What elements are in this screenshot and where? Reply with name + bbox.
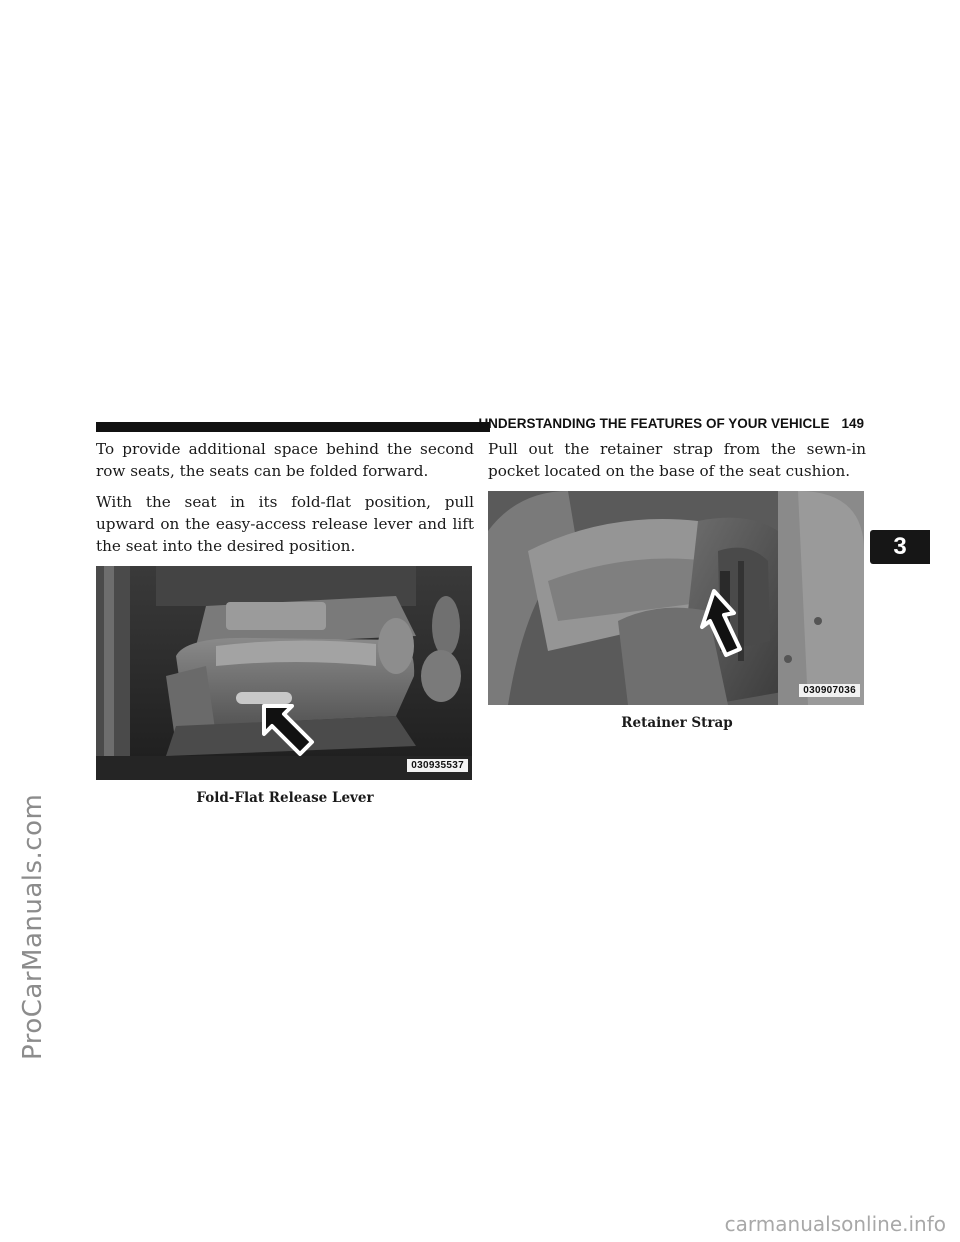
figure-caption: Retainer Strap [621,715,733,731]
figure-code: 030907036 [799,684,860,697]
paragraph: Pull out the retainer strap from the sewn-in pocket located on the base of the seat cushion. [488,440,866,480]
header-rule [96,422,490,432]
running-header [478,416,864,431]
right-column [488,438,866,731]
fold-flat-lever-figure [96,566,472,780]
figure-code: 030935537 [407,759,468,772]
bottom-watermark: carmanualsonline.info [724,1212,946,1236]
chapter-tab: 3 [870,530,930,564]
paragraph: With the seat in its fold-flat position, pull upward on the easy-access release lever and lift the seat into the desired position. [96,493,474,555]
section-title: UNDERSTANDING THE FEATURES OF YOUR VEHICLE [478,416,830,431]
strap-photo-illustration [488,491,864,705]
left-column [96,438,474,806]
paragraph: To provide additional space behind the second row seats, the seats can be folded forward. [96,440,474,480]
figure-caption: Fold-Flat Release Lever [196,790,374,806]
side-watermark: ProCarManuals.com [18,793,48,1060]
seat-photo-illustration [96,566,472,780]
page-number: 149 [841,416,864,431]
retainer-strap-figure [488,491,864,705]
